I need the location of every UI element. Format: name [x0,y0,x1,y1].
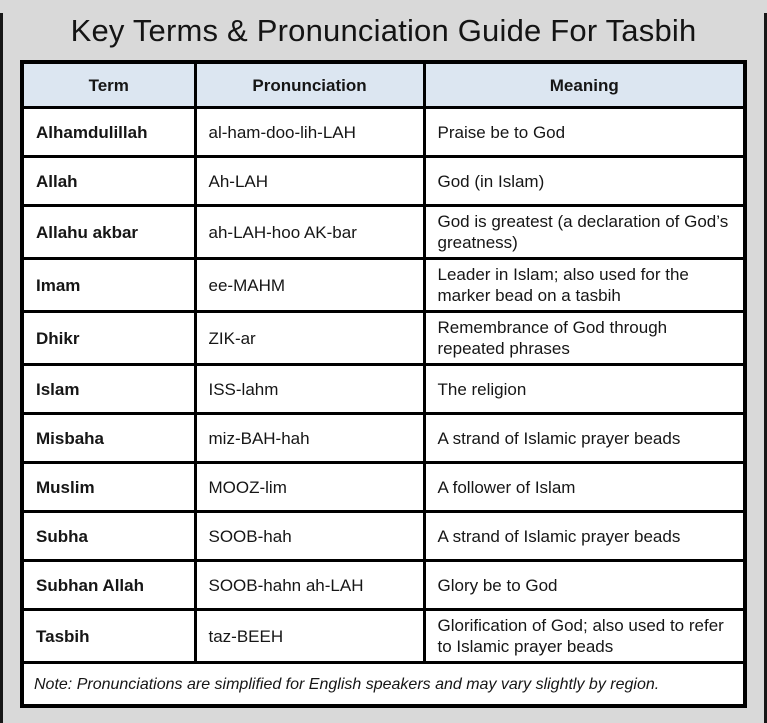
table-row [22,512,745,561]
meaning-cell: Glory be to God [424,561,745,610]
table-row [22,206,745,259]
table-row [22,157,745,206]
column-header-meaning: Meaning [424,62,745,108]
pronunciation-cell: taz-BEEH [195,610,424,663]
pronunciation-cell: al-ham-doo-lih-LAH [195,108,424,157]
pronunciation-cell: MOOZ-lim [195,463,424,512]
term-cell: Tasbih [22,610,195,663]
term-cell: Muslim [22,463,195,512]
meaning-cell: A strand of Islamic prayer beads [424,512,745,561]
pronunciation-cell: ah-LAH-hoo AK-bar [195,206,424,259]
table-row [22,365,745,414]
term-cell: Allahu akbar [22,206,195,259]
table-row [22,312,745,365]
pronunciation-cell: SOOB-hahn ah-LAH [195,561,424,610]
note-row [22,663,745,707]
term-cell: Dhikr [22,312,195,365]
column-header-pronunciation: Pronunciation [195,62,424,108]
pronunciation-cell: miz-BAH-hah [195,414,424,463]
meaning-cell: Remembrance of God through repeated phrases [424,312,745,365]
pronunciation-cell: ee-MAHM [195,259,424,312]
term-cell: Misbaha [22,414,195,463]
term-cell: Alhamdulillah [22,108,195,157]
term-cell: Subha [22,512,195,561]
pronunciation-cell: ISS-lahm [195,365,424,414]
column-header-term: Term [22,62,195,108]
table-row [22,610,745,663]
term-cell: Allah [22,157,195,206]
term-cell: Subhan Allah [22,561,195,610]
pronunciation-cell: ZIK-ar [195,312,424,365]
meaning-cell: Praise be to God [424,108,745,157]
meaning-cell: God (in Islam) [424,157,745,206]
term-cell: Imam [22,259,195,312]
table-row [22,108,745,157]
footnote: Note: Pronunciations are simplified for English speakers and may vary slightly by region. [22,663,745,707]
table-header-row [22,62,745,108]
meaning-cell: God is greatest (a declaration of God’s greatness) [424,206,745,259]
table-row [22,259,745,312]
term-cell: Islam [22,365,195,414]
pronunciation-cell: SOOB-hah [195,512,424,561]
table-row [22,561,745,610]
meaning-cell: Leader in Islam; also used for the marker bead on a tasbih [424,259,745,312]
meaning-cell: A strand of Islamic prayer beads [424,414,745,463]
pronunciation-cell: Ah-LAH [195,157,424,206]
table-body [22,108,745,663]
page-title: Key Terms & Pronunciation Guide For Tasbih [70,13,697,48]
pronunciation-guide-table [20,60,747,708]
table-row [22,463,745,512]
table-row [22,414,745,463]
meaning-cell: Glorification of God; also used to refer to Islamic prayer beads [424,610,745,663]
meaning-cell: A follower of Islam [424,463,745,512]
meaning-cell: The religion [424,365,745,414]
